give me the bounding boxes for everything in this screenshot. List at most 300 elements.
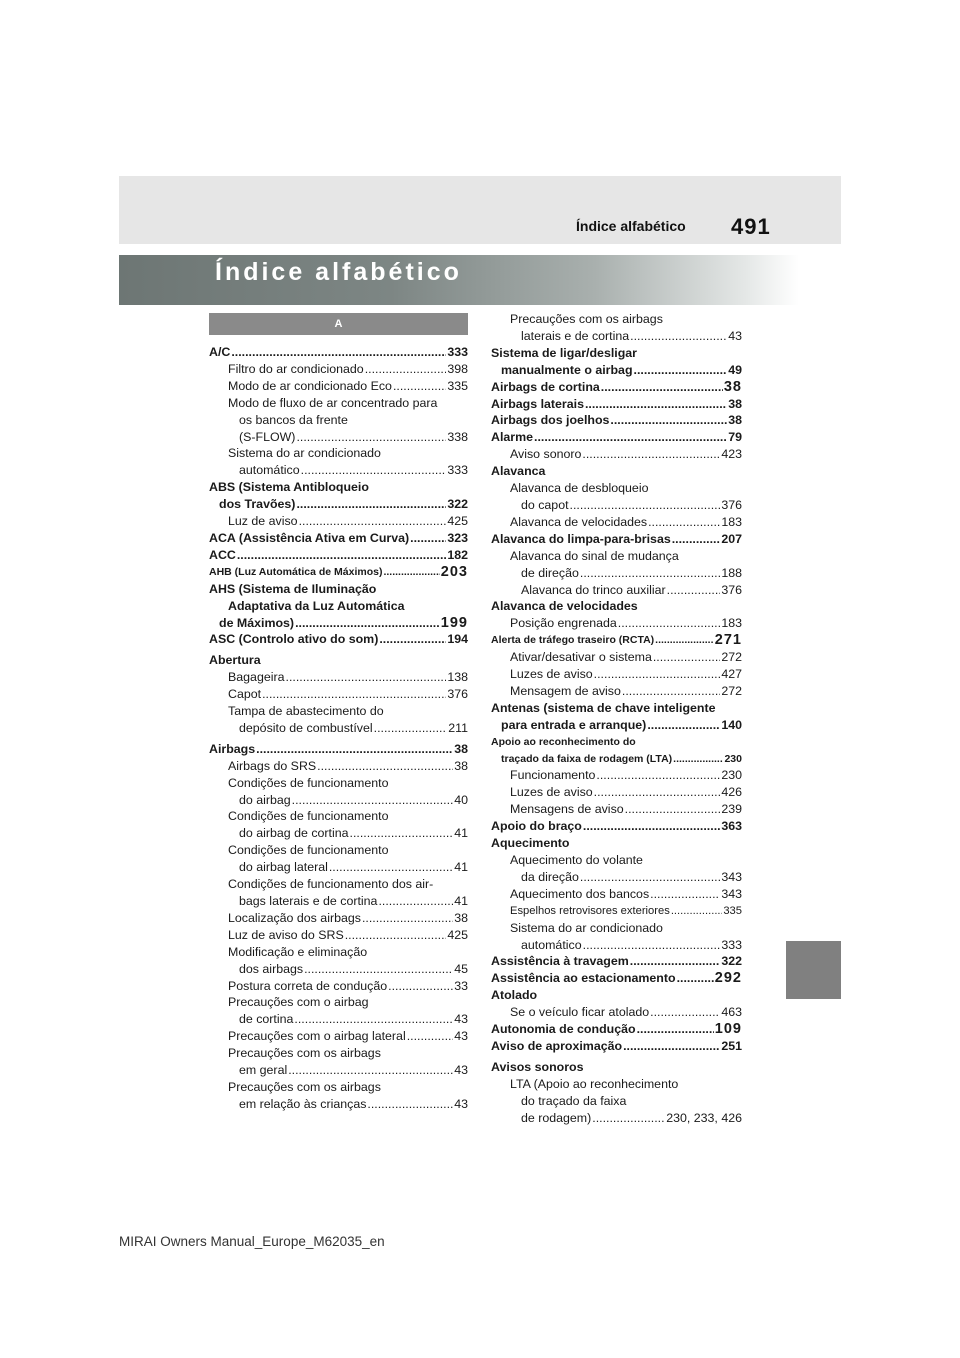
index-entry bbox=[209, 669, 468, 686]
entry-term: Antenas (sistema de chave inteligente bbox=[491, 700, 716, 715]
dot-leader bbox=[582, 446, 720, 463]
entry-page: 335 bbox=[723, 904, 742, 917]
entry-term: ACA (Assistência Ativa em Curva) bbox=[209, 530, 410, 545]
dot-leader bbox=[592, 1110, 665, 1127]
dot-leader bbox=[292, 792, 454, 809]
entry-term: Aquecimento dos bancos bbox=[510, 886, 650, 901]
dot-leader bbox=[610, 412, 727, 429]
entry-page: 138 bbox=[447, 670, 468, 685]
dot-leader bbox=[634, 362, 728, 379]
index-entry bbox=[209, 994, 468, 1011]
index-entry bbox=[209, 361, 468, 378]
index-entry bbox=[209, 927, 468, 944]
index-entry bbox=[209, 581, 468, 598]
index-entry bbox=[209, 741, 468, 758]
entry-term: Alavanca do trinco auxiliar bbox=[521, 582, 666, 597]
dot-leader bbox=[618, 615, 721, 632]
index-entry bbox=[491, 818, 742, 835]
entry-page: 199 bbox=[440, 614, 468, 631]
index-entry bbox=[209, 842, 468, 859]
entry-term: Autonomia de condução bbox=[491, 1022, 636, 1037]
entry-page: 343 bbox=[721, 886, 742, 901]
entry-page: 109 bbox=[714, 1021, 742, 1038]
entry-term: Ativar/desativar o sistema bbox=[510, 650, 652, 665]
entry-term: LTA (Apoio ao reconhecimento bbox=[510, 1076, 679, 1091]
entry-page: 335 bbox=[447, 378, 468, 393]
index-entry bbox=[491, 937, 742, 954]
dot-leader bbox=[583, 937, 721, 954]
index-entry bbox=[209, 1028, 468, 1045]
entry-page: 423 bbox=[721, 447, 742, 462]
entry-page: 203 bbox=[440, 563, 468, 580]
entry-term: Apoio do braço bbox=[491, 819, 582, 834]
dot-leader bbox=[653, 649, 720, 666]
entry-page: 188 bbox=[721, 565, 742, 580]
index-entry bbox=[209, 825, 468, 842]
entry-term: Se o veículo ficar atolado bbox=[510, 1005, 650, 1020]
index-entry bbox=[491, 531, 742, 548]
index-entry bbox=[491, 903, 742, 920]
entry-page: 463 bbox=[721, 1005, 742, 1020]
entry-term: laterais e de cortina bbox=[521, 328, 630, 343]
header-title: Índice alfabético bbox=[576, 218, 686, 234]
entry-term: Precauções com o airbag lateral bbox=[228, 1029, 406, 1044]
entry-term: Aviso de aproximação bbox=[491, 1038, 623, 1053]
dot-leader bbox=[622, 683, 720, 700]
entry-page: 333 bbox=[447, 345, 468, 359]
index-entry bbox=[209, 961, 468, 978]
entry-term: os bancos da frente bbox=[239, 412, 348, 427]
index-entry bbox=[491, 1076, 742, 1093]
dot-leader bbox=[365, 361, 447, 378]
dot-leader bbox=[362, 910, 453, 927]
entry-term: Alavanca do limpa-para-brisas bbox=[491, 531, 671, 546]
entry-term: Tampa de abastecimento do bbox=[228, 704, 384, 719]
index-entry bbox=[491, 767, 742, 784]
entry-term: do airbag lateral bbox=[239, 860, 328, 875]
index-entry bbox=[491, 598, 742, 615]
entry-term: Assistência ao estacionamento bbox=[491, 971, 676, 986]
index-entry bbox=[209, 758, 468, 775]
index-entry bbox=[491, 632, 742, 649]
dot-leader bbox=[655, 632, 714, 649]
entry-page: 272 bbox=[721, 650, 742, 665]
dot-leader bbox=[637, 1021, 714, 1038]
index-entry bbox=[491, 987, 742, 1004]
entry-term: Alavanca do sinal de mudança bbox=[510, 548, 679, 563]
index-entry bbox=[491, 328, 742, 345]
dot-leader bbox=[231, 344, 446, 361]
entry-page: 41 bbox=[454, 894, 468, 908]
entry-term: Localização dos airbags bbox=[228, 910, 361, 925]
dot-leader bbox=[378, 893, 453, 910]
index-entry bbox=[491, 446, 742, 463]
dot-leader bbox=[262, 686, 446, 703]
entry-term: Espelhos retrovisores exteriores bbox=[510, 904, 670, 917]
index-entry bbox=[209, 792, 468, 809]
entry-page: 338 bbox=[447, 429, 468, 444]
index-entry bbox=[491, 784, 742, 801]
entry-page: 45 bbox=[454, 961, 468, 976]
index-entry bbox=[491, 311, 742, 328]
dot-leader bbox=[374, 720, 448, 737]
entry-term: Assistência à travagem bbox=[491, 954, 629, 969]
entry-term: Alavanca de velocidades bbox=[510, 514, 648, 529]
index-entry bbox=[491, 1059, 742, 1076]
entry-page: 79 bbox=[728, 430, 742, 445]
index-entry bbox=[491, 1021, 742, 1038]
index-entry bbox=[491, 1110, 742, 1127]
entry-term: Bagageira bbox=[228, 670, 285, 685]
entry-page: 140 bbox=[721, 717, 742, 732]
index-entry bbox=[491, 717, 742, 734]
dot-leader bbox=[623, 1038, 720, 1055]
dot-leader bbox=[288, 1062, 453, 1079]
entry-term: do airbag bbox=[239, 792, 291, 807]
entry-term: Condições de funcionamento bbox=[228, 775, 389, 790]
index-entry bbox=[209, 1079, 468, 1096]
entry-page: 425 bbox=[447, 927, 468, 942]
dot-leader bbox=[256, 741, 453, 758]
index-entry bbox=[491, 412, 742, 429]
entry-page: 194 bbox=[447, 632, 468, 647]
dot-leader bbox=[630, 328, 727, 345]
entry-term: Luzes de aviso bbox=[510, 785, 593, 800]
entry-page: 211 bbox=[448, 720, 468, 735]
index-entry bbox=[491, 429, 742, 446]
entry-page: 323 bbox=[447, 530, 468, 545]
entry-page: 43 bbox=[454, 1096, 468, 1111]
index-entry bbox=[209, 615, 468, 632]
entry-term: ACC bbox=[209, 547, 236, 562]
entry-page: 230, 233, 426 bbox=[666, 1110, 742, 1125]
entry-page: 251 bbox=[721, 1038, 742, 1053]
footer-text: MIRAI Owners Manual_Europe_M62035_en bbox=[119, 1234, 385, 1249]
dot-leader bbox=[345, 927, 447, 944]
dot-leader bbox=[383, 564, 439, 581]
entry-term: do airbag de cortina bbox=[239, 826, 349, 841]
index-entry bbox=[209, 378, 468, 395]
entry-term: Posição engrenada bbox=[510, 616, 617, 631]
index-entry bbox=[209, 598, 468, 615]
dot-leader bbox=[296, 496, 446, 513]
entry-term: Adaptativa da Luz Automática bbox=[228, 598, 405, 613]
index-entry bbox=[491, 379, 742, 396]
entry-page: 183 bbox=[721, 616, 742, 631]
entry-term: Avisos sonoros bbox=[491, 1059, 584, 1074]
index-entry bbox=[209, 893, 468, 910]
entry-term: do traçado da faixa bbox=[521, 1093, 627, 1108]
entry-term: Luzes de aviso bbox=[510, 667, 593, 682]
entry-page: 292 bbox=[714, 970, 742, 987]
entry-page: 271 bbox=[714, 632, 742, 649]
index-entry bbox=[209, 462, 468, 479]
entry-page: 230 bbox=[724, 752, 742, 765]
entry-term: de rodagem) bbox=[521, 1110, 592, 1125]
dot-leader bbox=[625, 801, 721, 818]
index-entry bbox=[209, 775, 468, 792]
entry-page: 182 bbox=[447, 547, 468, 562]
index-entry bbox=[209, 1062, 468, 1079]
index-entry bbox=[491, 1093, 742, 1110]
entry-term: Luz de aviso do SRS bbox=[228, 927, 344, 942]
dot-leader bbox=[594, 784, 721, 801]
entry-page: 427 bbox=[721, 667, 742, 682]
entry-term: Modificação e eliminação bbox=[228, 944, 368, 959]
entry-term: Luz de aviso bbox=[228, 514, 298, 529]
entry-page: 183 bbox=[721, 514, 742, 529]
entry-page: 38 bbox=[454, 910, 468, 925]
dot-leader bbox=[630, 953, 721, 970]
index-entry bbox=[209, 910, 468, 927]
entry-term: depósito de combustível bbox=[239, 720, 373, 735]
index-entry bbox=[491, 683, 742, 700]
dot-leader bbox=[580, 869, 720, 886]
entry-page: 38 bbox=[454, 741, 468, 756]
entry-term: Aviso sonoro bbox=[510, 447, 582, 462]
index-entry bbox=[491, 396, 742, 413]
dot-leader bbox=[350, 825, 454, 842]
entry-page: 272 bbox=[721, 683, 742, 698]
index-entry bbox=[491, 869, 742, 886]
entry-page: 376 bbox=[721, 497, 742, 512]
entry-term: Modo de ar condicionado Eco bbox=[228, 378, 392, 393]
entry-term: Airbags bbox=[209, 741, 256, 756]
page-number: 491 bbox=[731, 214, 771, 239]
entry-page: 376 bbox=[447, 687, 468, 702]
entry-page: 38 bbox=[723, 378, 742, 395]
index-entry bbox=[209, 1045, 468, 1062]
index-entry bbox=[491, 970, 742, 987]
entry-term: da direção bbox=[521, 869, 579, 884]
index-entry bbox=[209, 530, 468, 547]
dot-leader bbox=[594, 666, 721, 683]
index-entry bbox=[209, 631, 468, 648]
entry-term: para entrada e arranque) bbox=[501, 717, 647, 732]
entry-term: do capot bbox=[521, 497, 569, 512]
index-entry bbox=[491, 362, 742, 379]
dot-leader bbox=[647, 717, 720, 734]
dot-leader bbox=[388, 978, 453, 995]
dot-leader bbox=[410, 530, 446, 547]
entry-page: 398 bbox=[447, 361, 468, 376]
dot-leader bbox=[294, 1011, 453, 1028]
dot-leader bbox=[299, 513, 447, 530]
index-entry bbox=[209, 344, 468, 361]
entry-page: 343 bbox=[721, 869, 742, 884]
entry-term: Alerta de tráfego traseiro (RCTA) bbox=[491, 634, 655, 647]
dot-leader bbox=[583, 818, 720, 835]
entry-page: 425 bbox=[447, 514, 468, 529]
entry-page: 207 bbox=[721, 531, 742, 546]
dot-leader bbox=[295, 615, 440, 632]
entry-page: 43 bbox=[454, 1012, 468, 1027]
entry-term: Precauções com os airbags bbox=[510, 312, 663, 326]
entry-term: Apoio ao reconhecimento do bbox=[491, 735, 636, 748]
entry-term: Precauções com os airbags bbox=[228, 1046, 381, 1061]
entry-page: 33 bbox=[454, 978, 468, 993]
index-entry bbox=[209, 547, 468, 564]
index-entry bbox=[491, 463, 742, 480]
entry-term: Mensagens de aviso bbox=[510, 802, 624, 817]
entry-term: de cortina bbox=[239, 1012, 294, 1027]
entry-term: Abertura bbox=[209, 653, 261, 668]
entry-page: 376 bbox=[721, 582, 742, 597]
index-entry bbox=[491, 514, 742, 531]
index-entry bbox=[491, 886, 742, 903]
dot-leader bbox=[237, 547, 446, 564]
entry-page: 43 bbox=[728, 328, 742, 343]
entry-term: em geral bbox=[239, 1063, 288, 1078]
index-entry bbox=[491, 801, 742, 818]
entry-page: 322 bbox=[447, 497, 468, 512]
index-entry bbox=[209, 652, 468, 669]
entry-term: ASC (Controlo ativo do som) bbox=[209, 632, 379, 647]
entry-term: Alarme bbox=[491, 430, 534, 445]
entry-term: bags laterais e de cortina bbox=[239, 894, 378, 908]
index-entry bbox=[491, 920, 742, 937]
entry-page: 230 bbox=[721, 768, 742, 783]
entry-term: Precauções com o airbag bbox=[228, 995, 369, 1010]
index-entry bbox=[491, 734, 742, 751]
index-entry bbox=[491, 615, 742, 632]
index-entry bbox=[209, 944, 468, 961]
index-entry bbox=[209, 1011, 468, 1028]
entry-term: de direção bbox=[521, 565, 579, 580]
dot-leader bbox=[407, 1028, 454, 1045]
index-entry bbox=[491, 953, 742, 970]
index-entry bbox=[209, 564, 468, 581]
dot-leader bbox=[367, 1096, 453, 1113]
index-entry bbox=[209, 395, 468, 412]
entry-term: Aquecimento do volante bbox=[510, 853, 643, 867]
entry-term: dos Travões) bbox=[219, 497, 296, 512]
dot-leader bbox=[580, 565, 720, 582]
entry-term: Filtro do ar condicionado bbox=[228, 361, 364, 376]
entry-term: de Máximos) bbox=[219, 615, 295, 630]
dot-leader bbox=[393, 378, 446, 395]
entry-term: Capot bbox=[228, 687, 262, 702]
index-entry bbox=[209, 686, 468, 703]
index-entry bbox=[491, 497, 742, 514]
index-column-right bbox=[491, 311, 742, 1127]
entry-page: 49 bbox=[728, 362, 742, 377]
dot-leader bbox=[304, 961, 453, 978]
index-entry bbox=[491, 345, 742, 362]
entry-term: AHS (Sistema de Iluminação bbox=[209, 581, 377, 596]
index-entry bbox=[491, 582, 742, 599]
entry-page: 333 bbox=[721, 937, 742, 952]
entry-term: A/C bbox=[209, 345, 231, 359]
entry-page: 333 bbox=[447, 463, 468, 478]
entry-page: 43 bbox=[454, 1029, 468, 1044]
entry-term: Modo de fluxo de ar concentrado para bbox=[228, 395, 438, 410]
dot-leader bbox=[650, 886, 720, 903]
entry-term: Alavanca de velocidades bbox=[491, 599, 638, 614]
index-entry bbox=[209, 445, 468, 462]
dot-leader bbox=[650, 1004, 720, 1021]
index-entry bbox=[491, 700, 742, 717]
entry-term: Airbags dos joelhos bbox=[491, 413, 610, 428]
dot-leader bbox=[648, 514, 720, 531]
index-entry bbox=[209, 876, 468, 893]
index-entry bbox=[209, 412, 468, 429]
dot-leader bbox=[667, 582, 721, 599]
entry-term: em relação às crianças bbox=[239, 1096, 367, 1111]
index-entry bbox=[209, 703, 468, 720]
dot-leader bbox=[570, 497, 721, 514]
index-entry bbox=[491, 480, 742, 497]
index-entry bbox=[491, 835, 742, 852]
dot-leader bbox=[673, 751, 723, 768]
index-entry bbox=[209, 496, 468, 513]
entry-term: traçado da faixa de rodagem (LTA) bbox=[501, 752, 673, 765]
index-entry bbox=[491, 751, 742, 768]
dot-leader bbox=[596, 767, 720, 784]
entry-term: Alavanca bbox=[491, 464, 546, 479]
thumb-index-tab bbox=[786, 941, 841, 999]
index-entry bbox=[491, 1038, 742, 1055]
entry-term: Funcionamento bbox=[510, 768, 596, 783]
entry-term: Postura correta de condução bbox=[228, 978, 388, 993]
index-entry bbox=[209, 513, 468, 530]
dot-leader bbox=[585, 396, 727, 413]
entry-page: 322 bbox=[721, 954, 742, 969]
dot-leader bbox=[379, 631, 446, 648]
entry-page: 426 bbox=[721, 785, 742, 800]
entry-term: Precauções com os airbags bbox=[228, 1079, 381, 1094]
entry-term: Atolado bbox=[491, 988, 538, 1003]
entry-term: Sistema do ar condicionado bbox=[510, 920, 663, 935]
entry-term: dos airbags bbox=[239, 961, 304, 976]
entry-term: Aquecimento bbox=[491, 836, 570, 851]
dot-leader bbox=[329, 859, 453, 876]
entry-page: 363 bbox=[721, 819, 742, 834]
index-entry bbox=[209, 720, 468, 737]
entry-page: 41 bbox=[454, 860, 468, 875]
entry-page: 239 bbox=[721, 802, 742, 817]
entry-term: Condições de funcionamento bbox=[228, 843, 389, 858]
entry-term: Condições de funcionamento dos air- bbox=[228, 877, 434, 892]
entry-term: Sistema de ligar/desligar bbox=[491, 345, 637, 360]
entry-page: 41 bbox=[454, 826, 468, 841]
dot-leader bbox=[286, 669, 447, 686]
entry-term: Mensagem de aviso bbox=[510, 683, 621, 698]
entry-term: ABS (Sistema Antibloqueio bbox=[209, 480, 369, 495]
entry-page: 38 bbox=[728, 396, 742, 411]
dot-leader bbox=[677, 970, 714, 987]
dot-leader bbox=[671, 903, 723, 920]
index-entry bbox=[209, 429, 468, 446]
index-entry bbox=[491, 852, 742, 869]
dot-leader bbox=[534, 429, 727, 446]
index-entry bbox=[209, 859, 468, 876]
index-entry bbox=[491, 548, 742, 565]
entry-term: Alavanca de desbloqueio bbox=[510, 481, 649, 496]
entry-term: Airbags de cortina bbox=[491, 379, 600, 394]
entry-term: manualmente o airbag bbox=[501, 362, 633, 377]
entry-term: automático bbox=[521, 937, 582, 952]
dot-leader bbox=[301, 462, 447, 479]
index-entry bbox=[491, 649, 742, 666]
entry-term: Condições de funcionamento bbox=[228, 809, 389, 824]
index-entry bbox=[491, 1004, 742, 1021]
index-entry bbox=[491, 565, 742, 582]
entry-term: (S-FLOW) bbox=[239, 429, 296, 444]
index-entry bbox=[209, 808, 468, 825]
entry-term: automático bbox=[239, 463, 300, 478]
index-entry bbox=[491, 666, 742, 683]
